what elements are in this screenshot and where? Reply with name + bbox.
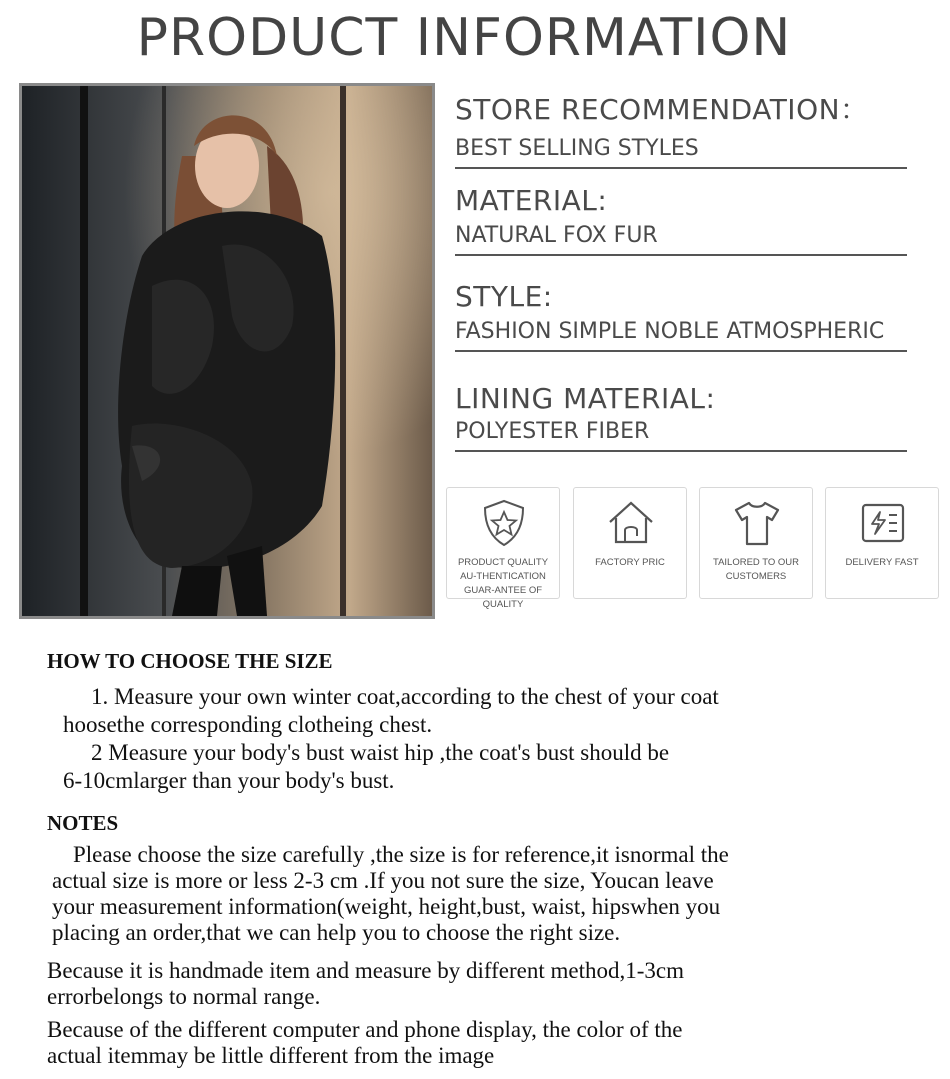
- notes-para2-line-1: Because it is handmade item and measure by different method,1-3cm: [47, 958, 684, 983]
- size-guide-line-1: 1. Measure your own winter coat,according to the chest of your coat: [91, 684, 719, 709]
- notes-para1-line-2: actual size is more or less 2-3 cm .If you not sure the size, Youcan leave: [52, 868, 714, 893]
- notes-para3-line-2: actual itemmay be little different from the image: [47, 1043, 495, 1068]
- size-guide-line-2: hoosethe corresponding clotheing chest.: [63, 712, 433, 737]
- size-guide-heading: HOW TO CHOOSE THE SIZE: [47, 649, 333, 673]
- tshirt-icon: [732, 498, 782, 548]
- size-guide-line-4: 6-10cmlarger than your body's bust.: [63, 768, 395, 793]
- notes-para1-line-3: your measurement information(weight, height,bust, waist, hipswhen you: [52, 894, 721, 919]
- spec-label-lining-material: LINING MATERIAL:: [455, 382, 716, 415]
- page-title: PRODUCT INFORMATION: [136, 8, 792, 68]
- badge-tailored-text: TAILORED TO OUR CUSTOMERS: [712, 557, 800, 582]
- notes-para2-line-2: errorbelongs to normal range.: [47, 984, 321, 1009]
- badge-delivery: [825, 487, 939, 599]
- spec-label-style: STYLE:: [455, 280, 553, 313]
- notes-para1-line-4: placing an order,that we can help you to choose the right size.: [52, 920, 621, 945]
- house-icon: [606, 498, 656, 548]
- shield-star-icon: [479, 498, 529, 548]
- badge-quality-text: PRODUCT QUALITY AU-THENTICATION GUAR-ANTEE OF QUALITY: [457, 557, 549, 610]
- notes-heading: NOTES: [47, 811, 119, 835]
- badge-delivery-text: DELIVERY FAST: [845, 557, 919, 568]
- notes-para3-line-1: Because of the different computer and phone display, the color of the: [47, 1017, 683, 1042]
- delivery-box-icon: [858, 498, 908, 548]
- spec-value-style: FASHION SIMPLE NOBLE ATMOSPHERIC: [455, 319, 907, 352]
- spec-label-store-recommendation: STORE RECOMMENDATION：: [455, 93, 869, 126]
- notes-para1-line-1: Please choose the size carefully ,the size is for reference,it isnormal the: [73, 842, 729, 867]
- product-photo: [19, 83, 435, 619]
- badge-factory-price: [573, 487, 687, 599]
- size-guide-line-3: 2 Measure your body's bust waist hip ,the coat's bust should be: [91, 740, 670, 765]
- spec-value-store-recommendation: BEST SELLING STYLES: [455, 136, 907, 169]
- spec-value-material: NATURAL FOX FUR: [455, 223, 907, 256]
- badge-quality: [446, 487, 560, 610]
- badge-factory-price-text: FACTORY PRIC: [595, 557, 665, 568]
- spec-label-material: MATERIAL:: [455, 184, 608, 217]
- spec-value-lining-material: POLYESTER FIBER: [455, 419, 907, 452]
- badge-tailored: [699, 487, 813, 599]
